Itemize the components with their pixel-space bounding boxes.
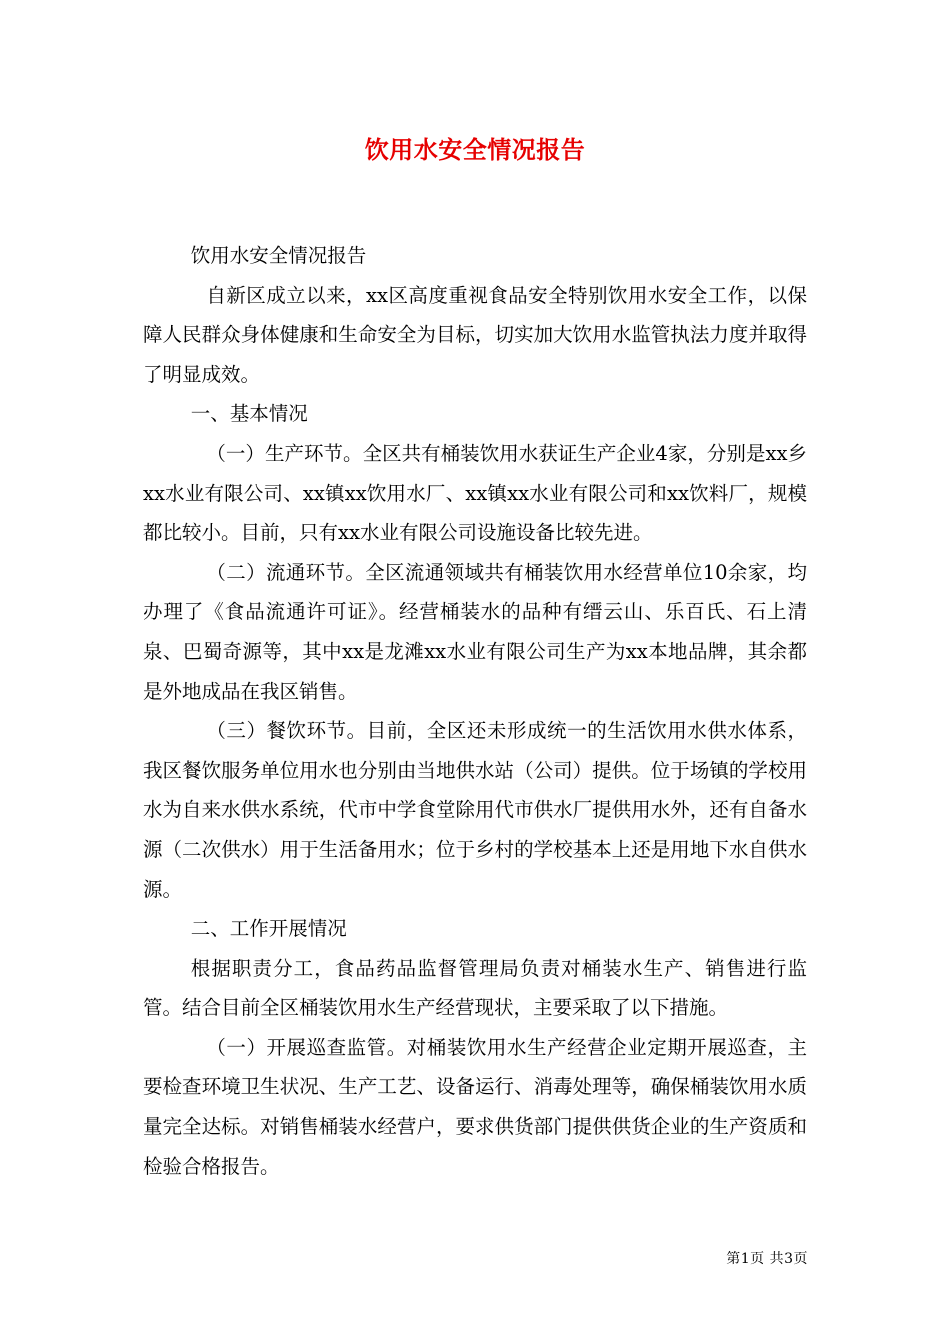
section-heading-work: 二、工作开展情况 xyxy=(190,917,347,941)
paragraph-circulation: （二）流通环节。全区流通领域共有桶装饮用水经营单位10余家，均办理了《食品流通许可证》。经营桶装水的品种有缙云山、乐百氏、石上清泉、巴蜀奇源等，其中xx是龙滩xx水业有限公司生产为xx本地品牌，其余都是外地成品在我区销售。 xyxy=(143,560,807,703)
paragraph-duties: 根据职责分工，食品药品监督管理局负责对桶装水生产、销售进行监管。结合目前全区桶装饮用水生产经营现状，主要采取了以下措施。 xyxy=(143,956,807,1020)
document-body xyxy=(143,236,807,1186)
section-heading-basic: 一、基本情况 xyxy=(190,402,308,426)
page-number: 第1页 共3页 xyxy=(726,1251,808,1267)
paragraph-subtitle: 饮用水安全情况报告 xyxy=(190,244,367,267)
paragraph-production: （一）生产环节。全区共有桶装饮用水获证生产企业4家，分别是xx乡xx水业有限公司、xx镇xx饮用水厂、xx镇xx水业有限公司和xx饮料厂，规模都比较小。目前，只有xx水业有限公司设施设备比较先进。 xyxy=(143,441,807,545)
paragraph-catering: （三）餐饮环节。目前，全区还未形成统一的生活饮用水供水体系，我区餐饮服务单位用水也分别由当地供水站（公司）提供。位于场镇的学校用水为自来水供水系统，代市中学食堂除用代市供水厂提供用水外，还有自备水源（二次供水）用于生活备用水；位于乡村的学校基本上还是用地下水自供水源。 xyxy=(143,719,807,901)
document-title: 饮用水安全情况报告 xyxy=(364,135,586,164)
paragraph-intro: 自新区成立以来，xx区高度重视食品安全特别饮用水安全工作，以保障人民群众身体健康和生命安全为目标，切实加大饮用水监管执法力度并取得了明显成效。 xyxy=(143,283,807,386)
paragraph-inspection: （一）开展巡查监管。对桶装饮用水生产经营企业定期开展巡查，主要检查环境卫生状况、生产工艺、设备运行、消毒处理等，确保桶装饮用水质量完全达标。对销售桶装水经营户，要求供货部门提供供货企业的生产资质和检验合格报告。 xyxy=(143,1035,807,1178)
